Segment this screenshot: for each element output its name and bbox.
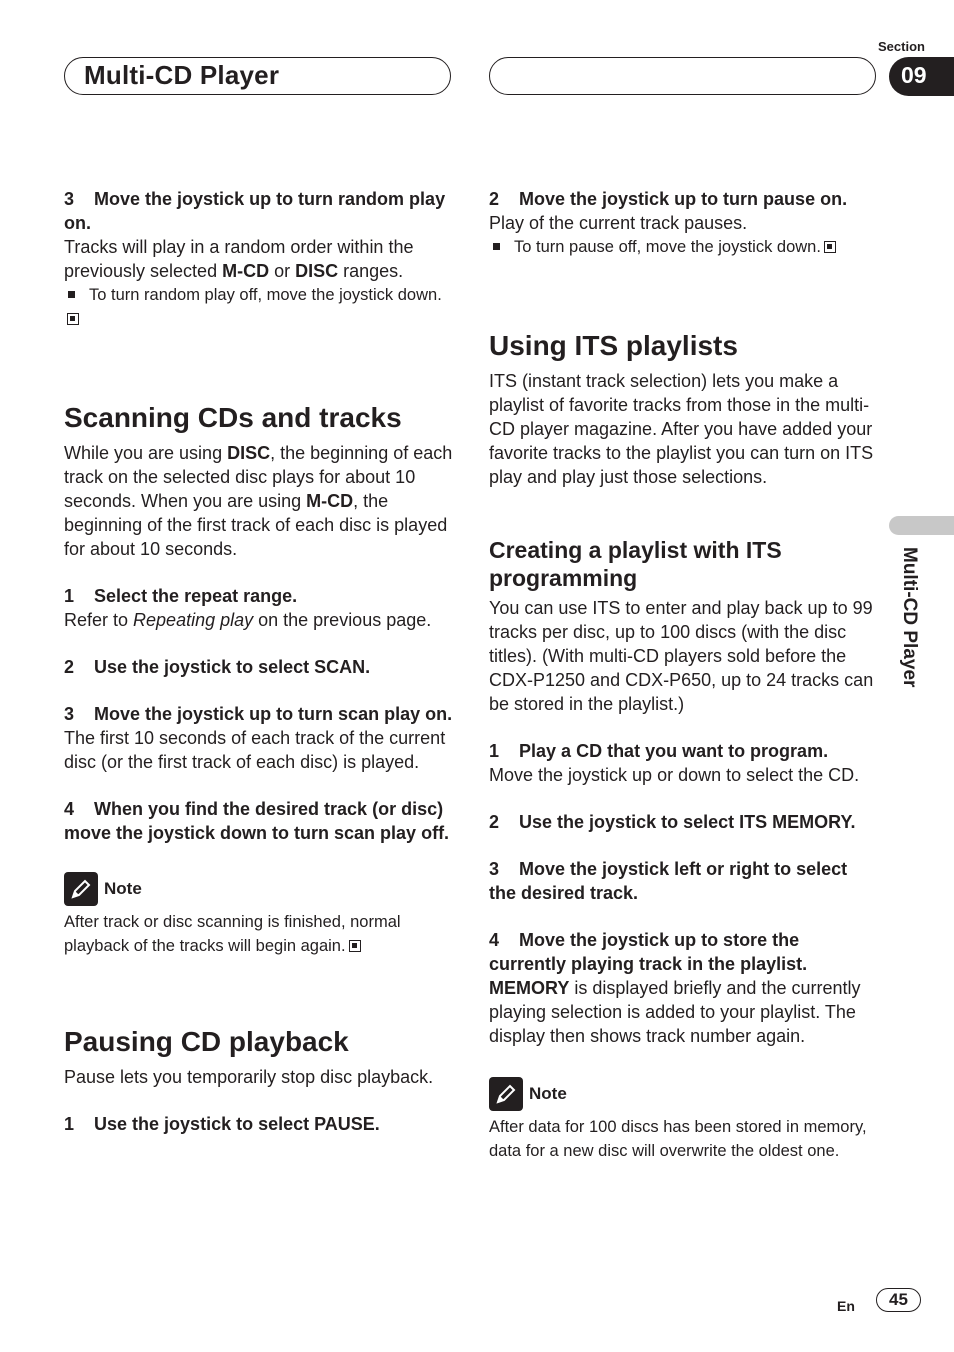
text: Refer to	[64, 610, 134, 630]
bold-term: DISC	[295, 261, 339, 281]
page-header-title: Multi-CD Player	[84, 60, 280, 90]
bullet-text: To turn random play off, move the joystick down.	[89, 286, 442, 304]
step-number: 4	[64, 799, 75, 819]
bold-term: MEMORY	[489, 978, 570, 998]
end-mark-icon	[824, 241, 836, 253]
pause-step-2	[489, 187, 879, 211]
random-off-bullet	[64, 283, 454, 331]
note-label: Note	[529, 1084, 567, 1103]
scan-step-1	[64, 584, 454, 608]
scan-step-3	[64, 702, 454, 726]
note-text: After track or disc scanning is finished, normal playback of the tracks will begin again.	[64, 913, 401, 955]
pause-off-bullet	[489, 235, 879, 259]
scanning-intro	[64, 441, 454, 561]
text: While you are using	[64, 443, 228, 463]
pausing-intro: Pause lets you temporarily stop disc playback.	[64, 1067, 434, 1087]
its-step-1	[489, 739, 879, 763]
scan-step-4	[64, 797, 454, 845]
step-random	[64, 187, 454, 235]
bold-term: M-CD	[222, 261, 270, 281]
text: , the beginning of each track on the selected disc plays for about 10 seconds. When you are using	[64, 443, 453, 511]
its-step-4	[489, 928, 879, 976]
bullet-text: To turn pause off, move the joystick down.	[514, 238, 821, 256]
text: or	[269, 261, 296, 281]
end-mark-icon	[349, 940, 361, 952]
note-label: Note	[104, 879, 142, 898]
step-number: 4	[489, 930, 500, 950]
its-sub-intro: You can use ITS to enter and play back up to 99 tracks per disc, up to 100 discs (with the disc titles). (With multi-CD players sold before the CDX-P1250 and CDX-P650, up to 24 tracks can be stored in the playlist.)	[489, 598, 874, 714]
end-mark-icon	[67, 313, 79, 325]
scan-step-2	[64, 655, 454, 679]
step-text: Use the joystick to select PAUSE.	[94, 1114, 380, 1134]
heading-scanning: Scanning CDs and tracks	[64, 402, 402, 433]
step-number: 2	[64, 657, 75, 677]
step-text: Use the joystick to select ITS MEMORY.	[519, 812, 856, 832]
step-text: When you find the desired track (or disc) move the joystick down to turn scan play off.	[64, 799, 450, 843]
its-step-3	[489, 857, 879, 905]
random-body	[64, 235, 454, 283]
language-code: En	[837, 1298, 855, 1314]
text: on the previous page.	[253, 610, 432, 630]
subheading-its-programming: Creating a playlist with ITS programming	[489, 537, 782, 591]
scan-step-3-body: The first 10 seconds of each track of the current disc (or the first track of each disc) is played.	[64, 728, 446, 772]
step-number: 2	[489, 812, 500, 832]
step-number: 1	[489, 741, 500, 761]
step-text: Select the repeat range.	[94, 586, 298, 606]
its-step-2	[489, 810, 879, 834]
pause-step-1	[64, 1112, 454, 1136]
left-column	[64, 187, 454, 1136]
bold-term: DISC	[227, 443, 271, 463]
step-text: Move the joystick up to store the currently playing track in the playlist.	[489, 930, 808, 974]
step-number: 3	[489, 859, 500, 879]
scan-note-text	[64, 910, 454, 958]
side-tab-label: Multi-CD Player	[899, 547, 920, 688]
step-text: Move the joystick up to turn pause on.	[519, 189, 848, 209]
step-number: 3	[64, 189, 75, 209]
its-step-4-body	[489, 976, 879, 1048]
text: , the beginning of the first track of each disc is played for about 10 seconds.	[64, 491, 448, 559]
note-pencil-icon	[489, 1077, 523, 1111]
scan-note-header	[64, 872, 454, 906]
text: ranges.	[338, 261, 404, 281]
step-number: 1	[64, 1114, 75, 1134]
its-note-header	[489, 1077, 879, 1111]
side-tab-marker	[889, 516, 954, 535]
bullet-icon	[68, 291, 75, 298]
right-column	[489, 187, 879, 1163]
its-intro: ITS (instant track selection) lets you make a playlist of favorite tracks from those in the multi-CD player magazine. After you have added your favorite tracks to the playlist you can turn on ITS play and play just those selections.	[489, 371, 874, 487]
step-number: 1	[64, 586, 75, 606]
step-text: Move the joystick up to turn scan play on.	[94, 704, 453, 724]
step-text: Use the joystick to select SCAN.	[94, 657, 371, 677]
heading-pausing: Pausing CD playback	[64, 1026, 349, 1057]
step-text: Move the joystick up to turn random play on.	[64, 189, 446, 233]
text: is displayed briefly and the currently playing selection is added to your playlist. The display then shows track number again.	[489, 978, 861, 1046]
pause-step-2-body: Play of the current track pauses.	[489, 213, 748, 233]
step-text: Play a CD that you want to program.	[519, 741, 829, 761]
section-number-badge: 09	[889, 57, 954, 96]
step-number: 3	[64, 704, 75, 724]
header-blank-frame	[489, 57, 876, 95]
its-note-text: After data for 100 discs has been stored in memory, data for a new disc will overwrite the oldest one.	[489, 1118, 867, 1160]
note-pencil-icon	[64, 872, 98, 906]
its-step-1-body: Move the joystick up or down to select the CD.	[489, 765, 860, 785]
bullet-icon	[493, 243, 500, 250]
section-label: Section	[878, 39, 925, 54]
text: Tracks will play in a random order within the previously selected	[64, 237, 414, 281]
step-text: Move the joystick left or right to select the desired track.	[489, 859, 848, 903]
page-number: 45	[876, 1288, 921, 1312]
heading-its: Using ITS playlists	[489, 330, 738, 361]
bold-term: M-CD	[306, 491, 354, 511]
italic-ref: Repeating play	[133, 610, 254, 630]
step-number: 2	[489, 189, 500, 209]
scan-step-1-body	[64, 608, 454, 632]
